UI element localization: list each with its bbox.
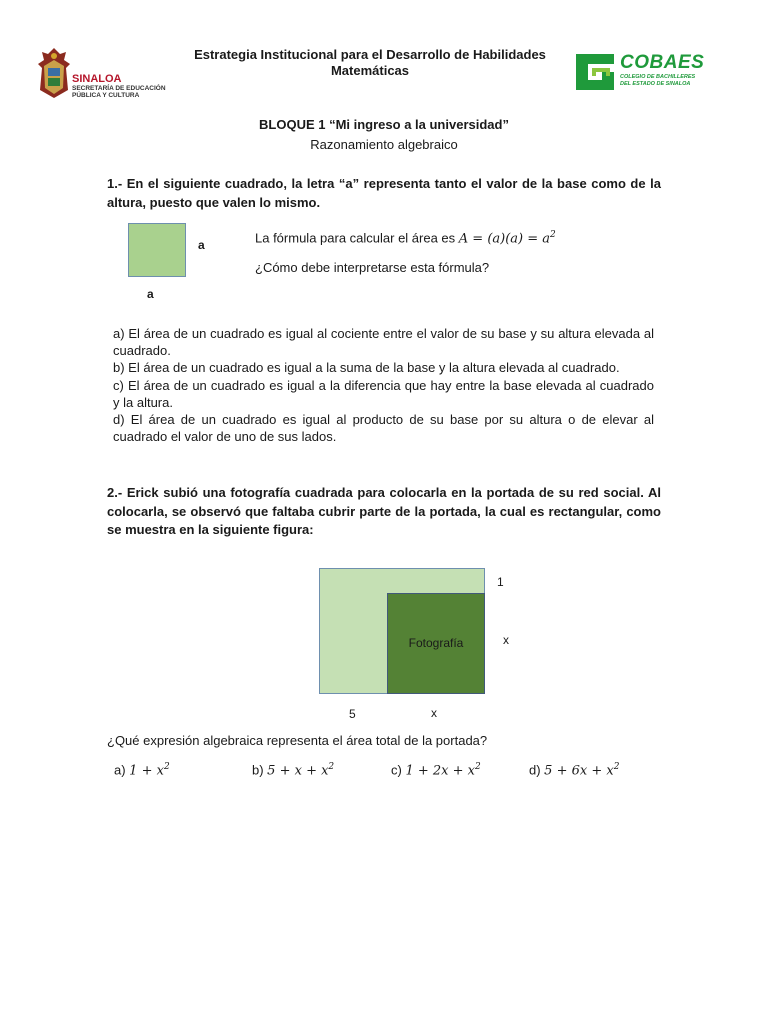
sinaloa-crest-icon xyxy=(36,46,72,100)
area-formula xyxy=(255,230,556,246)
square-side-label-right: a xyxy=(198,238,205,252)
answer-c[interactable] xyxy=(391,762,481,778)
header-title xyxy=(176,47,564,79)
sinaloa-wordmark xyxy=(72,74,166,99)
block-title: BLOQUE 1 “Mi ingreso a la universidad” xyxy=(259,117,509,132)
option-c[interactable]: c) El área de un cuadrado es igual a la diferencia que hay entre la base elevada al cuadrado y la altura. xyxy=(113,377,654,410)
cobaes-name: COBAES xyxy=(620,52,705,73)
sinaloa-sub-line2: PÚBLICA Y CULTURA xyxy=(72,92,140,99)
answer-letter: a) xyxy=(114,762,130,778)
square-side-label-bottom: a xyxy=(147,287,154,301)
answer-a[interactable] xyxy=(114,762,170,778)
question-2-text: 2.- Erick subió una fotografía cuadrada para colocarla en la portada de su red social. Al colocarla, se observó que faltaba cubrir parte de la portada, la cual es rectangular, como se muestra en la siguiente figura: xyxy=(107,485,661,537)
answer-expression: 5 + 6x + x xyxy=(544,763,614,779)
label-bottom-right: x xyxy=(431,706,437,720)
answer-expression: 5 + x + x xyxy=(267,763,329,779)
label-bottom-left: 5 xyxy=(349,707,356,721)
question-1-options xyxy=(113,325,654,445)
cobaes-emblem-icon xyxy=(572,50,618,94)
header-title-line1: Estrategia Institucional para el Desarrollo de Habilidades xyxy=(194,47,546,62)
answer-exponent: 2 xyxy=(613,762,620,772)
option-d[interactable]: d) El área de un cuadrado es igual al producto de su base por su altura o de elevar al cuadrado el valor de uno de sus lados. xyxy=(113,412,654,445)
area-formula-prefix: La fórmula para calcular el área es xyxy=(255,230,459,246)
header-title-line2: Matemáticas xyxy=(330,63,410,78)
answer-exponent: 2 xyxy=(474,762,481,772)
answer-letter: b) xyxy=(252,762,268,778)
question-2-prompt: ¿Qué expresión algebraica representa el área total de la portada? xyxy=(107,733,488,748)
answer-expression: 1 + x xyxy=(129,763,164,779)
answer-letter: d) xyxy=(529,762,545,778)
cobaes-sub-line2: DEL ESTADO DE SINALOA xyxy=(620,81,691,87)
cobaes-sub-line1: COLEGIO DE BACHILLERES xyxy=(620,74,696,80)
square-figure xyxy=(128,223,186,277)
answer-d[interactable] xyxy=(529,762,619,778)
option-a[interactable]: a) El área de un cuadrado es igual al cociente entre el valor de su base y su altura elevada al cuadrado. xyxy=(113,326,654,359)
cobaes-sub xyxy=(620,74,695,88)
label-top-right: 1 xyxy=(497,575,504,589)
answer-exponent: 2 xyxy=(328,762,335,772)
label-right: x xyxy=(503,633,509,647)
answer-letter: c) xyxy=(391,762,406,778)
interpretation-question: ¿Cómo debe interpretarse esta fórmula? xyxy=(255,260,490,275)
option-b[interactable]: b) El área de un cuadrado es igual a la suma de la base y la altura elevada al cuadrado. xyxy=(113,360,620,376)
photo-label: Fotografía xyxy=(408,636,464,650)
answer-exponent: 2 xyxy=(163,762,170,772)
area-formula-exponent: 2 xyxy=(550,230,556,240)
area-formula-expression: A = (a)(a) = a xyxy=(458,231,551,247)
block-subtitle: Razonamiento algebraico xyxy=(310,137,458,152)
sinaloa-sub-line1: SECRETARÍA DE EDUCACIÓN xyxy=(72,85,166,92)
sinaloa-name: SINALOA xyxy=(72,73,122,85)
answer-expression: 1 + 2x + x xyxy=(405,763,475,779)
question-1-text: 1.- En el siguiente cuadrado, la letra “a” representa tanto el valor de la base como de la altura, puesto que valen lo mismo. xyxy=(107,176,661,210)
answer-b[interactable] xyxy=(252,762,334,778)
